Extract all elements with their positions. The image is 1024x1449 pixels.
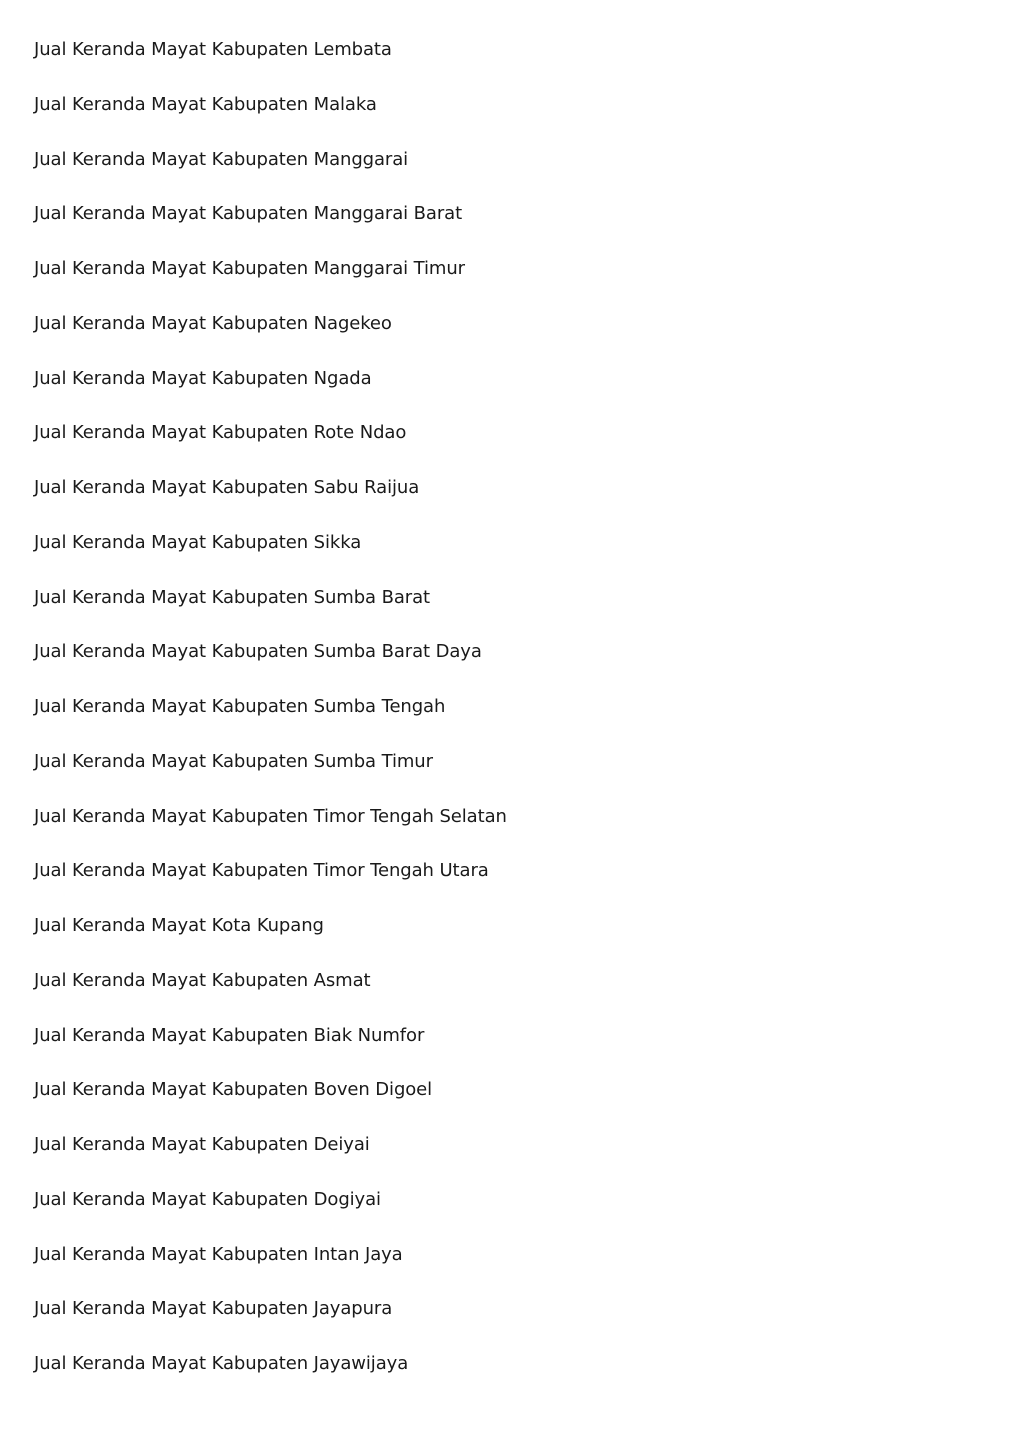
- list-item: [34, 693, 1024, 748]
- list-item: [34, 419, 1024, 474]
- list-item: [34, 1350, 1024, 1405]
- link-timor-tengah-utara[interactable]: Jual Keranda Mayat Kabupaten Timor Tengah Utara: [34, 860, 489, 882]
- link-sumba-timur[interactable]: Jual Keranda Mayat Kabupaten Sumba Timur: [34, 750, 433, 772]
- link-manggarai[interactable]: Jual Keranda Mayat Kabupaten Manggarai: [34, 148, 409, 170]
- list-item: [34, 857, 1024, 912]
- list-item: [34, 310, 1024, 365]
- list-item: [34, 474, 1024, 529]
- list-item: [34, 529, 1024, 584]
- link-sikka[interactable]: Jual Keranda Mayat Kabupaten Sikka: [34, 531, 362, 553]
- link-sabu-raijua[interactable]: Jual Keranda Mayat Kabupaten Sabu Raijua: [34, 477, 420, 498]
- link-sumba-barat-daya[interactable]: Jual Keranda Mayat Kabupaten Sumba Barat Daya: [34, 641, 482, 663]
- link-malaka[interactable]: Jual Keranda Mayat Kabupaten Malaka: [34, 93, 377, 115]
- list-item: [34, 584, 1024, 639]
- list-item: [34, 803, 1024, 858]
- list-item: [34, 365, 1024, 420]
- link-manggarai-timur[interactable]: Jual Keranda Mayat Kabupaten Manggarai Timur: [34, 258, 465, 279]
- list-item: [34, 91, 1024, 146]
- list-item: [34, 748, 1024, 803]
- link-jayawijaya[interactable]: Jual Keranda Mayat Kabupaten Jayawijaya: [34, 1353, 409, 1374]
- link-asmat[interactable]: Jual Keranda Mayat Kabupaten Asmat: [34, 969, 371, 991]
- list-item: [34, 1186, 1024, 1241]
- link-rote-ndao[interactable]: Jual Keranda Mayat Kabupaten Rote Ndao: [34, 422, 407, 444]
- list-item: [34, 1241, 1024, 1296]
- link-manggarai-barat[interactable]: Jual Keranda Mayat Kabupaten Manggarai Barat: [34, 203, 463, 225]
- link-jayapura[interactable]: Jual Keranda Mayat Kabupaten Jayapura: [34, 1298, 393, 1320]
- link-sumba-tengah[interactable]: Jual Keranda Mayat Kabupaten Sumba Tengah: [34, 696, 446, 717]
- link-intan-jaya[interactable]: Jual Keranda Mayat Kabupaten Intan Jaya: [34, 1243, 403, 1265]
- link-kota-kupang[interactable]: Jual Keranda Mayat Kota Kupang: [34, 915, 324, 936]
- list-item: [34, 36, 1024, 91]
- list-item: [34, 912, 1024, 967]
- link-dogiyai[interactable]: Jual Keranda Mayat Kabupaten Dogiyai: [34, 1188, 381, 1210]
- link-biak-numfor[interactable]: Jual Keranda Mayat Kabupaten Biak Numfor: [34, 1024, 425, 1046]
- link-timor-tengah-selatan[interactable]: Jual Keranda Mayat Kabupaten Timor Tengah Selatan: [34, 805, 507, 827]
- list-item: [34, 1022, 1024, 1077]
- link-nagekeo[interactable]: Jual Keranda Mayat Kabupaten Nagekeo: [34, 312, 392, 334]
- list-item: [34, 1131, 1024, 1186]
- list-item: [34, 1076, 1024, 1131]
- link-sumba-barat[interactable]: Jual Keranda Mayat Kabupaten Sumba Barat: [34, 586, 430, 608]
- list-item: [34, 200, 1024, 255]
- list-item: [34, 1295, 1024, 1350]
- list-item: [34, 638, 1024, 693]
- list-item: [34, 146, 1024, 201]
- list-item: [34, 967, 1024, 1022]
- link-lembata[interactable]: Jual Keranda Mayat Kabupaten Lembata: [34, 39, 392, 60]
- link-list: [34, 36, 1024, 1405]
- link-deiyai[interactable]: Jual Keranda Mayat Kabupaten Deiyai: [34, 1134, 370, 1155]
- list-item: [34, 255, 1024, 310]
- link-boven-digoel[interactable]: Jual Keranda Mayat Kabupaten Boven Digoel: [34, 1079, 433, 1101]
- link-ngada[interactable]: Jual Keranda Mayat Kabupaten Ngada: [34, 367, 372, 389]
